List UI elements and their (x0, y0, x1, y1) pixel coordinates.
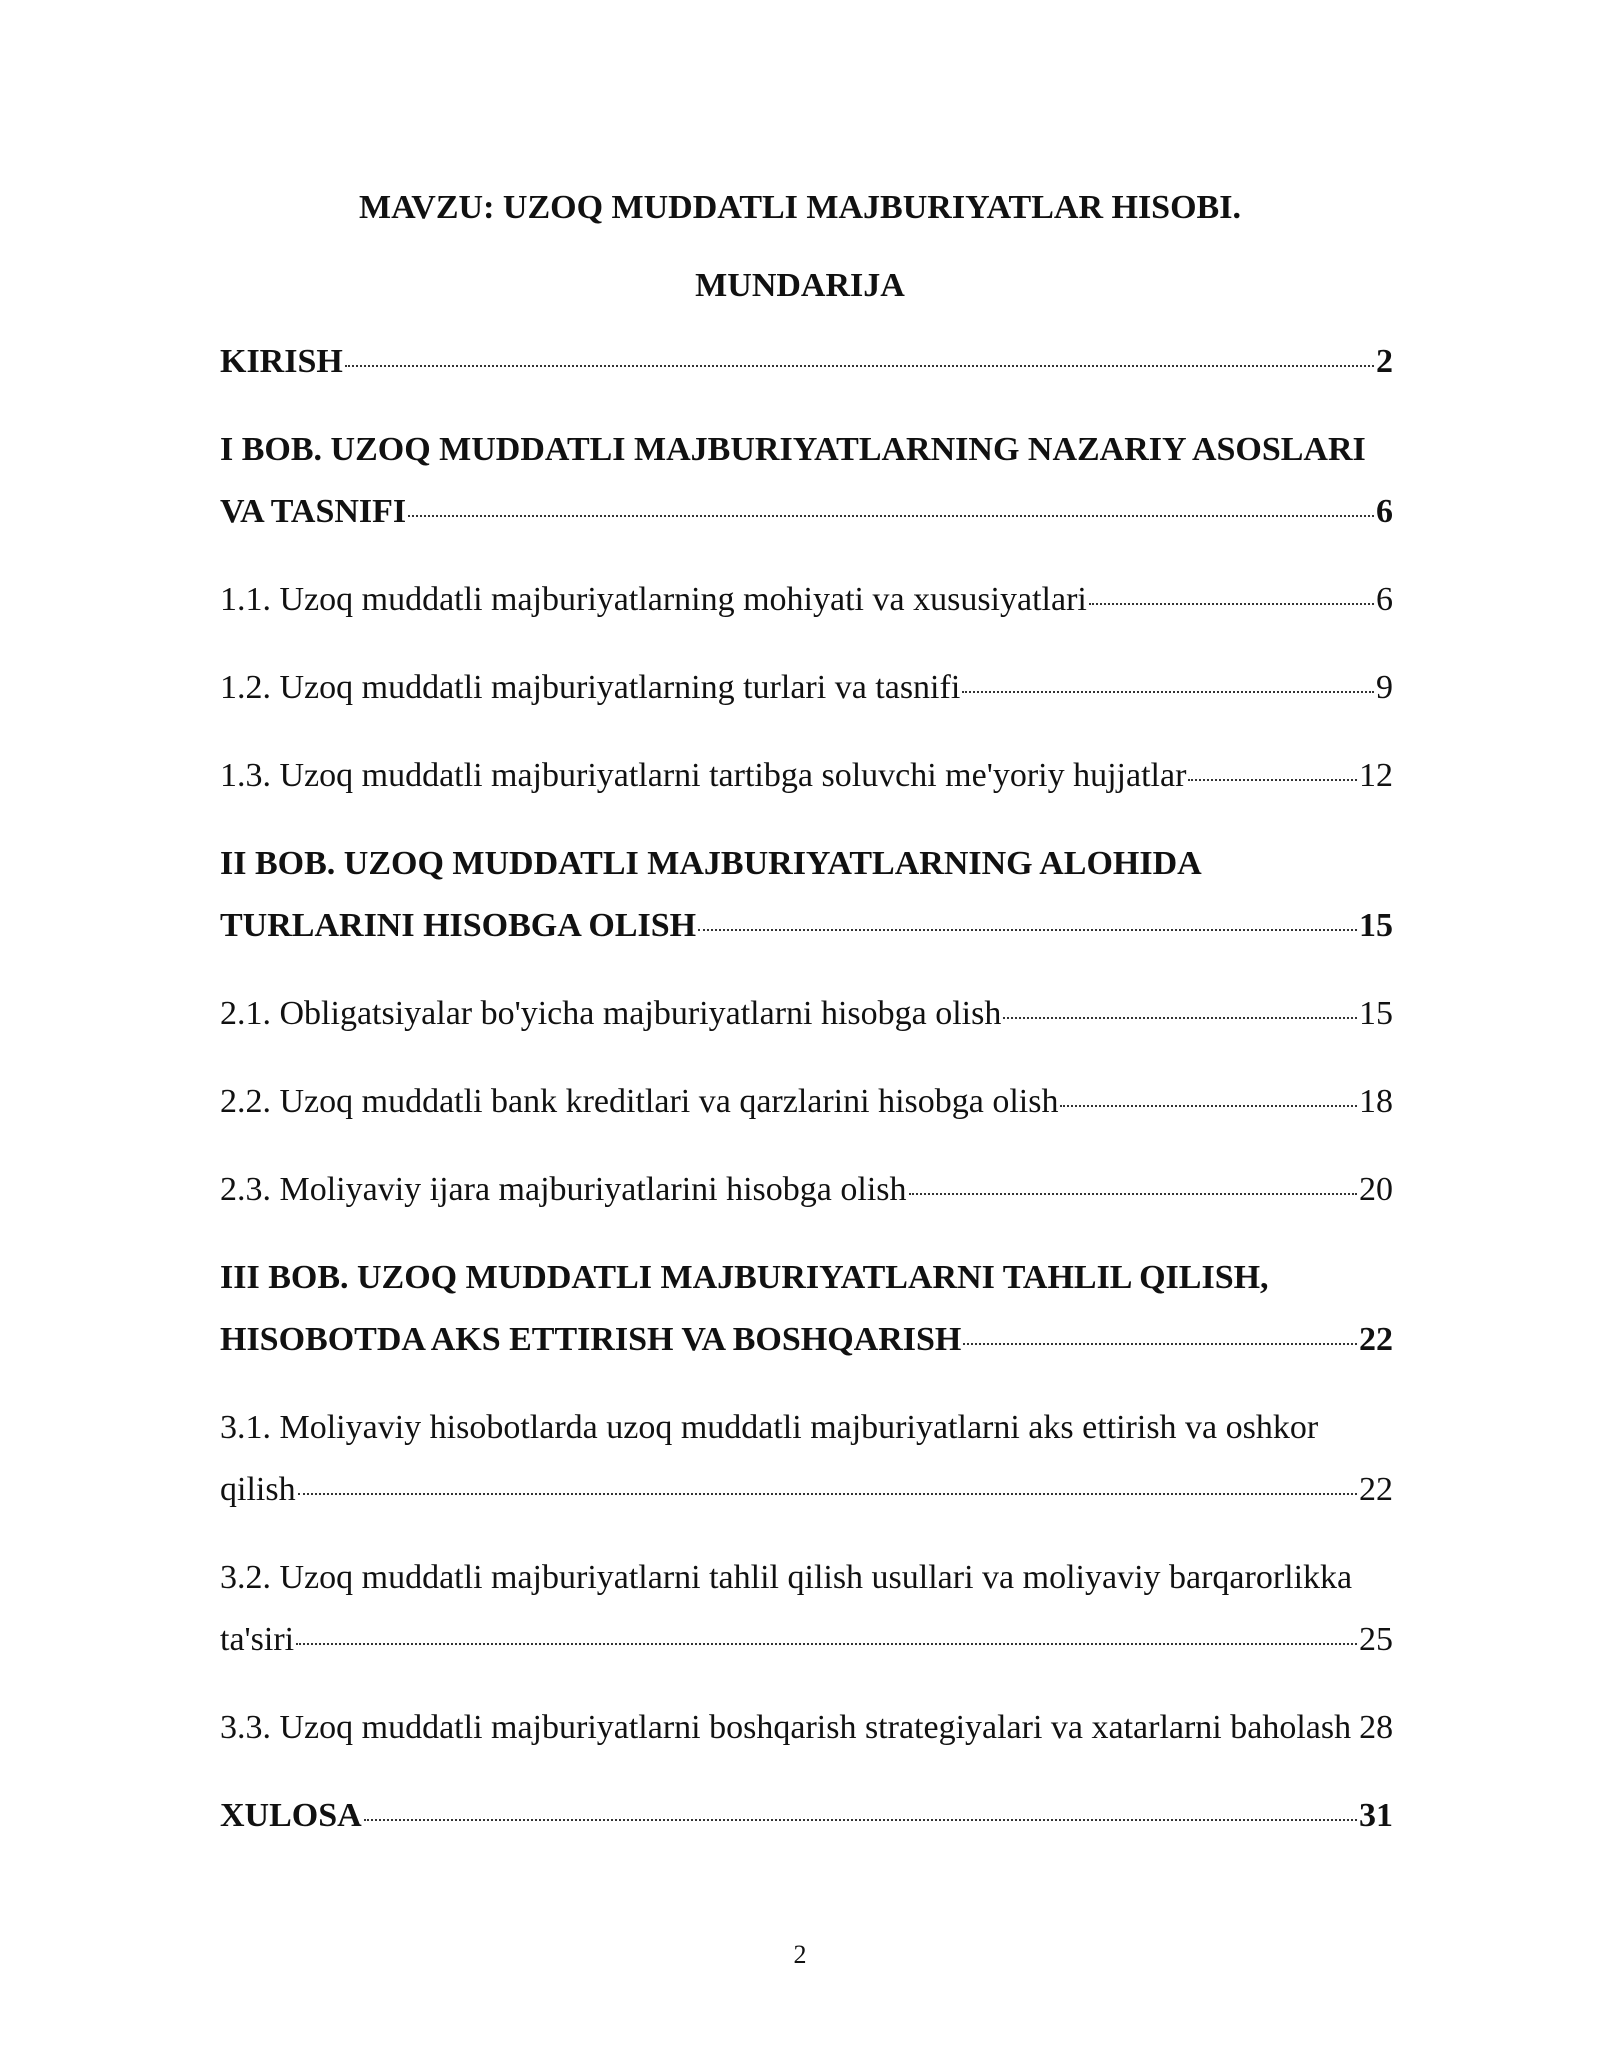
toc-page-number: 9 (1376, 669, 1393, 706)
leader-dots (1003, 1017, 1357, 1019)
leader-dots (345, 365, 1374, 367)
toc-entry-chapter1[interactable] (220, 492, 1393, 532)
leader-dots (298, 1493, 1357, 1495)
toc-3-1-line1[interactable]: 3.1. Moliyaviy hisobotlarda uzoq muddatli majburiyatlarni aks ettirish va oshkor (220, 1409, 1319, 1446)
toc-entry-label: XULOSA (220, 1797, 362, 1834)
leader-dots (698, 929, 1357, 931)
toc-page-number: 15 (1359, 907, 1393, 944)
toc-entry-chapter3[interactable] (220, 1320, 1393, 1360)
toc-page-number: 12 (1359, 757, 1393, 794)
leader-dots (962, 691, 1374, 693)
leader-dots (1188, 779, 1357, 781)
toc-entry-3-2[interactable] (220, 1620, 1393, 1660)
toc-page-number: 15 (1359, 995, 1393, 1032)
toc-page-number: 22 (1359, 1471, 1393, 1508)
toc-entry-label: ta'siri (220, 1621, 295, 1658)
page-footer-number: 2 (793, 1940, 807, 1969)
toc-entry-label: 1.2. Uzoq muddatli majburiyatlarning turlari va tasnifi (220, 669, 961, 706)
toc-entry-label: HISOBOTDA AKS ETTIRISH VA BOSHQARISH (220, 1321, 962, 1358)
toc-entry-label: qilish (220, 1471, 296, 1508)
toc-entry-3-1[interactable] (220, 1470, 1393, 1510)
toc-chapter1-line1[interactable]: I BOB. UZOQ MUDDATLI MAJBURIYATLARNING NAZARIY ASOSLARI (220, 431, 1366, 468)
toc-entry-label: 3.3. Uzoq muddatli majburiyatlarni boshqarish strategiyalari va xatarlarni baholash (220, 1709, 1352, 1746)
toc-entry-chapter2[interactable] (220, 906, 1393, 946)
toc-page-number: 22 (1359, 1321, 1393, 1358)
topic-title: MAVZU: UZOQ MUDDATLI MAJBURIYATLAR HISOBI. (359, 189, 1241, 226)
leader-dots (1089, 603, 1374, 605)
toc-chapter3-line1[interactable]: III BOB. UZOQ MUDDATLI MAJBURIYATLARNI TAHLIL QILISH, (220, 1259, 1269, 1296)
toc-entry-1-2[interactable] (220, 668, 1393, 708)
toc-entry-2-3[interactable] (220, 1170, 1393, 1210)
toc-entry-label: 1.3. Uzoq muddatli majburiyatlarni tartibga soluvchi me'yoriy hujjatlar (220, 757, 1187, 794)
toc-page-number: 20 (1359, 1171, 1393, 1208)
contents-heading: MUNDARIJA (695, 267, 905, 304)
leader-dots (909, 1193, 1358, 1195)
toc-entry-label: 1.1. Uzoq muddatli majburiyatlarning mohiyati va xususiyatlari (220, 581, 1087, 618)
leader-dots (364, 1819, 1357, 1821)
toc-entry-label: 2.2. Uzoq muddatli bank kreditlari va qarzlarini hisobga olish (220, 1083, 1059, 1120)
toc-entry-label: TURLARINI HISOBGA OLISH (220, 907, 697, 944)
toc-entry-1-1[interactable] (220, 580, 1393, 620)
toc-entry-label: 2.3. Moliyaviy ijara majburiyatlarini hisobga olish (220, 1171, 907, 1208)
toc-entry-3-3[interactable] (220, 1708, 1460, 1748)
toc-entry-2-2[interactable] (220, 1082, 1393, 1122)
toc-entry-kirish[interactable] (220, 342, 1393, 382)
toc-page-number: 18 (1359, 1083, 1393, 1120)
toc-entry-2-1[interactable] (220, 994, 1393, 1034)
leader-dots (1060, 1105, 1357, 1107)
toc-page-number: 2 (1376, 343, 1393, 380)
toc-page-number: 28 (1359, 1709, 1394, 1746)
toc-page-number: 6 (1376, 493, 1393, 530)
toc-entry-1-3[interactable] (220, 756, 1393, 796)
toc-page-number: 25 (1359, 1621, 1393, 1658)
toc-entry-label: VA TASNIFI (220, 493, 407, 530)
toc-page-number: 6 (1376, 581, 1393, 618)
leader-dots (963, 1343, 1357, 1345)
leader-dots (408, 515, 1374, 517)
toc-entry-xulosa[interactable] (220, 1796, 1393, 1836)
toc-3-2-line1[interactable]: 3.2. Uzoq muddatli majburiyatlarni tahlil qilish usullari va moliyaviy barqarorlikka (220, 1559, 1353, 1596)
toc-chapter2-line1[interactable]: II BOB. UZOQ MUDDATLI MAJBURIYATLARNING ALOHIDA (220, 845, 1202, 882)
toc-entry-label: KIRISH (220, 343, 343, 380)
toc-entry-label: 2.1. Obligatsiyalar bo'yicha majburiyatlarni hisobga olish (220, 995, 1002, 1032)
leader-dots (296, 1643, 1357, 1645)
toc-page-number: 31 (1359, 1797, 1393, 1834)
